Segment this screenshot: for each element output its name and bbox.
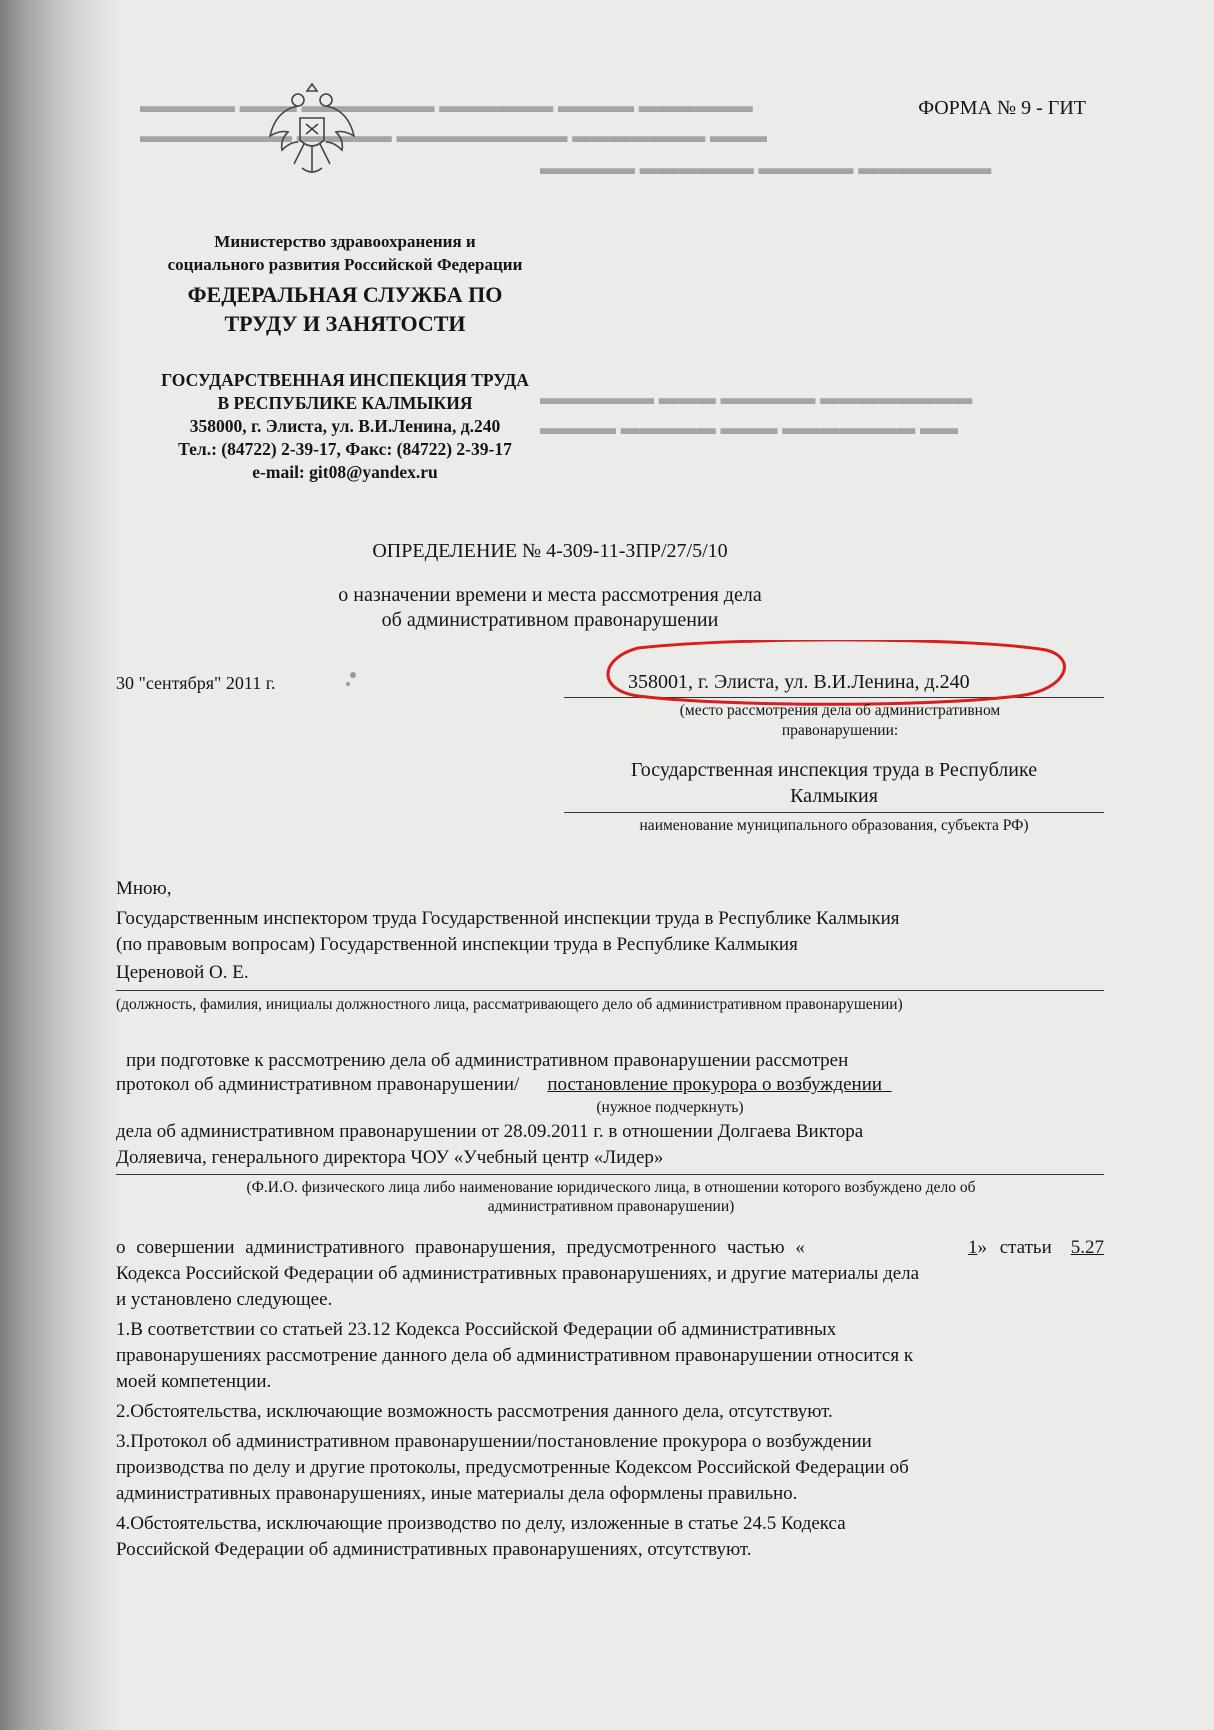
form-number: ФОРМА № 9 - ГИТ bbox=[918, 97, 1086, 119]
point-4-line-1: 4.Обстоятельства, исключающие производство по делу, изложенные в статье 24.5 Кодекса bbox=[116, 1513, 846, 1534]
person-caption-2: административном правонарушении) bbox=[487, 1198, 735, 1215]
service-line-1: ФЕДЕРАЛЬНАЯ СЛУЖБА ПО bbox=[187, 282, 503, 307]
place-org-caption: наименование муниципального образования, субъекта РФ) bbox=[639, 817, 1029, 834]
body-mnoyu: Мною, bbox=[116, 878, 172, 899]
inspection-line-1: ГОСУДАРСТВЕННАЯ ИНСПЕКЦИЯ ТРУДА bbox=[161, 370, 529, 390]
coat-of-arms-icon bbox=[264, 74, 360, 184]
ink-smudge bbox=[346, 682, 350, 686]
hand-drawn-red-circle bbox=[598, 640, 1070, 708]
offense-line-3: и установлено следующее. bbox=[116, 1289, 333, 1310]
bleed-through-text: ▬▬▬▬▬ ▬▬▬▬▬▬ ▬▬▬▬▬ ▬▬▬▬▬▬▬ bbox=[540, 158, 992, 179]
official-line-2: (по правовым вопросам) Государственной инспекции труда в Республике Калмыкия bbox=[116, 934, 798, 955]
point-1-line-1: 1.В соответствии со статьей 23.12 Кодекса Российской Федерации об административных bbox=[116, 1319, 837, 1340]
official-caption: (должность, фамилия, инициалы должностного лица, рассматривающего дело об административном правонарушении) bbox=[116, 996, 903, 1013]
place-org-line-2: Калмыкия bbox=[790, 785, 878, 807]
case-line-1: дела об административном правонарушении от 28.09.2011 г. в отношении Долгаева Виктора bbox=[116, 1121, 864, 1142]
point-4-line-2: Российской Федерации об административных правонарушениях, отсутствуют. bbox=[116, 1539, 752, 1560]
document-subtitle-1: о назначении времени и места рассмотрения дела bbox=[338, 584, 762, 606]
org-underline bbox=[564, 812, 1104, 813]
prep-line-1: при подготовке к рассмотрению дела об административном правонарушении рассмотрен bbox=[126, 1050, 849, 1071]
place-address: 358001, г. Элиста, ул. В.И.Ленина, д.240 bbox=[628, 671, 970, 693]
case-line-2: Доляевича, генерального директора ЧОУ «Учебный центр «Лидер» bbox=[116, 1147, 664, 1168]
document-date: 30 "сентября" 2011 г. bbox=[116, 673, 276, 693]
inspection-address: 358000, г. Элиста, ул. В.И.Ленина, д.240 bbox=[189, 416, 501, 436]
ink-smudge bbox=[350, 672, 356, 678]
inspection-line-2: В РЕСПУБЛИКЕ КАЛМЫКИЯ bbox=[217, 393, 473, 413]
bleed-through-text: ▬▬▬▬▬▬▬▬ ▬▬▬▬▬ ▬▬▬▬▬▬▬▬▬ ▬▬▬▬▬▬▬ ▬▬▬ bbox=[140, 126, 767, 147]
official-line-1: Государственным инспектором труда Государственной инспекции труда в Республике Калмыкия bbox=[116, 908, 900, 929]
prep-line-2 bbox=[116, 1073, 1106, 1097]
official-underline bbox=[116, 990, 1104, 991]
point-3-line-1: 3.Протокол об административном правонарушении/постановление прокурора о возбуждении bbox=[116, 1431, 872, 1452]
bleed-through-text: ▬▬▬▬ ▬▬▬▬▬ ▬▬▬ ▬▬▬▬▬▬▬ ▬▬ bbox=[540, 418, 958, 439]
point-1-line-3: моей компетенции. bbox=[116, 1371, 272, 1392]
place-caption-2: правонарушении: bbox=[781, 722, 899, 739]
inspection-phones: Тел.: (84722) 2-39-17, Факс: (84722) 2-39-17 bbox=[178, 439, 512, 459]
point-1-line-2: правонарушениях рассмотрение данного дела об административном правонарушении относится к bbox=[116, 1345, 914, 1366]
ministry-line-2: социального развития Российской Федерации bbox=[167, 255, 523, 274]
offense-line-1 bbox=[116, 1236, 1104, 1260]
inspection-email: e-mail: git08@yandex.ru bbox=[252, 462, 438, 482]
prep-prosecutor-option: постановление прокурора о возбуждении bbox=[547, 1074, 883, 1095]
official-line-3: Цереновой О. Е. bbox=[116, 962, 249, 983]
service-line-2: ТРУДУ И ЗАНЯТОСТИ bbox=[224, 311, 466, 336]
offense-text-a: о совершении административного правонарушения, предусмотренного частью « bbox=[116, 1237, 805, 1258]
prep-protocol-option: протокол об административном правонарушении/ bbox=[116, 1074, 520, 1095]
offense-article: 5.27 bbox=[1070, 1237, 1104, 1258]
point-3-line-2: производства по делу и другие протоколы, предусмотренные Кодексом Российской Федерации об bbox=[116, 1457, 909, 1478]
case-underline bbox=[116, 1174, 1104, 1175]
offense-line-2: Кодекса Российской Федерации об административных правонарушениях, и другие материалы дела bbox=[116, 1263, 920, 1284]
offense-part: 1 bbox=[967, 1237, 978, 1258]
point-2-line-1: 2.Обстоятельства, исключающие возможность рассмотрения данного дела, отсутствуют. bbox=[116, 1401, 833, 1422]
place-org-line-1: Государственная инспекция труда в Республике bbox=[630, 759, 1038, 781]
document-title: ОПРЕДЕЛЕНИЕ № 4-309-11-ЗПР/27/5/10 bbox=[372, 540, 728, 562]
bleed-through-text: ▬▬▬▬▬▬ ▬▬▬ ▬▬▬▬▬ ▬▬▬▬▬▬▬▬ bbox=[540, 388, 973, 409]
ministry-line-1: Министерство здравоохранения и bbox=[214, 232, 476, 251]
point-3-line-3: административных правонарушениях, иные материалы дела оформлены правильно. bbox=[116, 1483, 798, 1504]
underline-caption: (нужное подчеркнуть) bbox=[596, 1099, 744, 1116]
offense-text-b: » статьи bbox=[977, 1237, 1052, 1258]
person-caption-1: (Ф.И.О. физического лица либо наименование юридического лица, в отношении которого возбуждено дело об bbox=[246, 1179, 976, 1196]
document-subtitle-2: об административном правонарушении bbox=[381, 609, 719, 631]
bleed-through-text: ▬▬▬▬▬ ▬▬▬ ▬▬▬▬▬▬▬ ▬▬▬▬▬▬ ▬▬▬▬ ▬▬▬▬▬▬ bbox=[140, 96, 753, 117]
place-caption-1: (место рассмотрения дела об административном bbox=[679, 702, 1001, 719]
